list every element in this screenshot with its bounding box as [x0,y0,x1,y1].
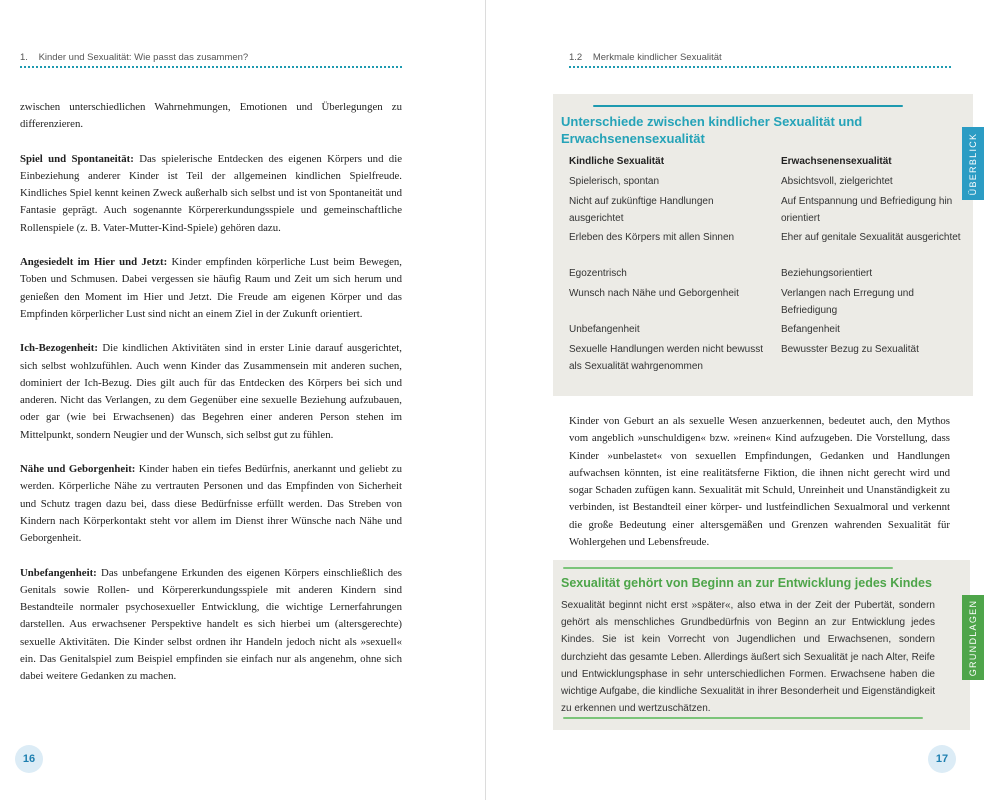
chapter-number: 1. [20,52,28,63]
table-cell: Sexuelle Handlungen werden nicht bewusst als Sexualität wahrgenommen [569,344,764,372]
header-divider-right [569,66,951,68]
right-body [569,413,950,568]
table-cell: Egozentrisch [569,268,627,279]
table-cell: Spielerisch, spontan [569,176,660,187]
box-bottom-rule [563,717,923,719]
chapter-title: Kinder und Sexualität: Wie passt das zusammen? [38,52,249,63]
left-page [0,0,485,800]
paragraph-unbefangenheit [20,565,402,686]
section-title: Merkmale kindlicher Sexualität [592,52,722,63]
paragraph-text: Die kindlichen Aktivitäten sind in erster Linie darauf ausgerichtet, sich selbst wohlzufühlen. Auch wenn Kinder das Zusammensein mit anderen suchen, dominiert der Ich-Bezug. Dies gilt auch für das Entdecken des Körpers bei sich und anderen. Nicht das Verlangen, zu dem Gegenüber eine sexuelle Beziehung aufzubauen, oder gar (wie bei Erwachsenen) das Begehren einer anderen Person stehen im Mittelpunkt, sondern Neugier und der Wunsch, sich selbst gut zu fühlen. [20,342,402,441]
paragraph-term: Angesiedelt im Hier und Jetzt: [20,256,168,269]
paragraph-term: Unbefangenheit: [20,566,97,579]
tab-label: GRUNDLAGEN [968,599,978,676]
paragraph-ich-bezogenheit [20,340,402,444]
paragraph-text: Kinder empfinden körperliche Lust beim Bewegen, Toben und Schmusen. Dabei vergessen sie häufig Raum und Zeit um sich herum und genießen den Moment im Hier und Jetzt. Die Freude am eigenen Körper und das Empfinden körperlicher Lust sind nicht an einem Ziel in der Zukunft orientiert. [20,256,402,320]
column-header-child: Kindliche Sexualität [569,156,665,167]
myth-paragraph: Kinder von Geburt an als sexuelle Wesen anzuerkennen, bedeutet auch, den Mythos vom angeblich »unschuldigen« bzw. »reinen« Kind aufzugeben. Die Vorstellung, dass Kinder »unbelastet« von sexuellen Empfindungen, Gedanken und Handlungen aufwachsen könnten, ist eine realitätsferne Fiktion, die ihnen nicht gerecht wird und sogar Schaden zufügen kann. Sexualität mit Schuld, Unreinheit und Unanständigkeit zu verbinden, ist Bestandteil einer körper- und lustfeindlichen Sexualmoral und verkennt die große Bedeutung einer altersgemäßen und Grenzen wahrenden Sexualität für Wohlergehen und Lebensfreude. [569,415,950,549]
paragraph-hier-jetzt [20,254,402,323]
paragraph-naehe [20,461,402,547]
table-cell: Unbefangenheit [569,324,640,335]
paragraph-term: Spiel und Spontaneität: [20,152,134,165]
overview-title: Unterschiede zwischen kindlicher Sexualität und Erwachsenensexualität [561,114,863,146]
table-cell: Bewusster Bezug zu Sexualität [781,344,919,355]
table-cell: Befangenheit [781,324,840,335]
tab-ueberblick[interactable] [962,127,984,200]
left-body [20,99,402,703]
basics-box [553,560,970,730]
running-header-right [569,52,722,63]
running-header-left [20,52,248,63]
tab-label: ÜBERBLICK [968,132,978,195]
tab-grundlagen[interactable] [962,595,984,680]
box-top-rule [593,105,903,107]
column-header-adult: Erwachsenensexualität [781,156,892,167]
table-cell: Eher auf genitale Sexualität ausgerichtet [781,232,961,243]
intro-paragraph: zwischen unterschiedlichen Wahrnehmungen, Emotionen und Überlegungen zu differenzieren. [20,101,402,131]
paragraph-text: Das spielerische Entdecken des eigenen Körpers und die Einbeziehung anderer Kinder ist Teil der allgemeinen kindlichen Spielfreude. Kindliches Spiel kennt keinen Zweck außerhalb sich selbst und ist von Spontaneität und Fantasie geprägt. Auch sogenannte Körpererkundungsspiele und gemeinschaftliche Rollenspiele (z. B. Vater-Mutter-Kind-Spiele) gehören dazu. [20,152,402,234]
paragraph-text: Das unbefangene Erkunden des eigenen Körpers einschließlich des Genitals sowie Rollen- und Körpererkundungsspiele mit anderen Kindern sind Bestandteile normaler psychosexueller Entwicklung, die wichtige Lernerfahrungen darstellen. Aus erwachsener Perspektive handelt es sich hierbei um (altersgerechte) sexuelle Aktivitäten. Die Kinder selbst ordnen ihr Handeln jedoch nicht als »sexuell« ein. Das Genitalspiel zum Beispiel empfinden sie einfach nur als angenehm, ohne sich dabei weitere Gedanken zu machen. [20,566,402,683]
header-divider-left [20,66,402,68]
paragraph-text: Kinder haben ein tiefes Bedürfnis, anerkannt und geliebt zu werden. Körperliche Nähe zu vertrauten Personen und das Empfinden von Sicherheit und Schutz tragen dazu bei, dass diese Bedürfnisse erfüllt werden. Das Streben von Kindern nach Körperkontakt steht vor allem im Dienst ihrer Wünsche nach Nähe und Geborgenheit. [20,463,402,545]
table-cell: Verlangen nach Erregung und Befriedigung [781,288,914,316]
table-cell: Wunsch nach Nähe und Geborgenheit [569,288,739,299]
table-cell: Absichtsvoll, zielgerichtet [781,176,893,187]
table-cell: Nicht auf zukünftige Handlungen ausgerichtet [569,196,714,224]
table-cell: Erleben des Körpers mit allen Sinnen [569,232,735,243]
basics-text: Sexualität beginnt nicht erst »später«, also etwa in der Zeit der Pubertät, sondern gehört als menschliches Grundbedürfnis von Beginn an zur Entwicklung jedes Kindes. Sie ist kein Vorrecht von Jugendlichen und Erwachsenen, sondern durchzieht das gesamte Leben. Allerdings äußert sich Sexualität je nach Alter, Reife und Entwicklungsphase in sehr unterschiedlichen Formen. Erwachsene haben die wichtige Aufgabe, die kindliche Sexualität in ihrer Besonderheit und Eigenständigkeit zu erkennen und wertzuschätzen. [561,600,935,715]
paragraph-spiel [20,151,402,237]
paragraph-term: Ich-Bezogenheit: [20,342,98,355]
page-number-left: 16 [15,745,43,773]
table-cell: Beziehungsorientiert [781,268,873,279]
box-top-rule [563,567,893,569]
page-number-right: 17 [928,745,956,773]
basics-title: Sexualität gehört von Beginn an zur Entwicklung jedes Kindes [561,576,932,590]
overview-box [553,94,973,396]
table-cell: Auf Entspannung und Befriedigung hin orientiert [781,196,953,224]
section-number: 1.2 [569,52,583,63]
paragraph-term: Nähe und Geborgenheit: [20,463,136,476]
